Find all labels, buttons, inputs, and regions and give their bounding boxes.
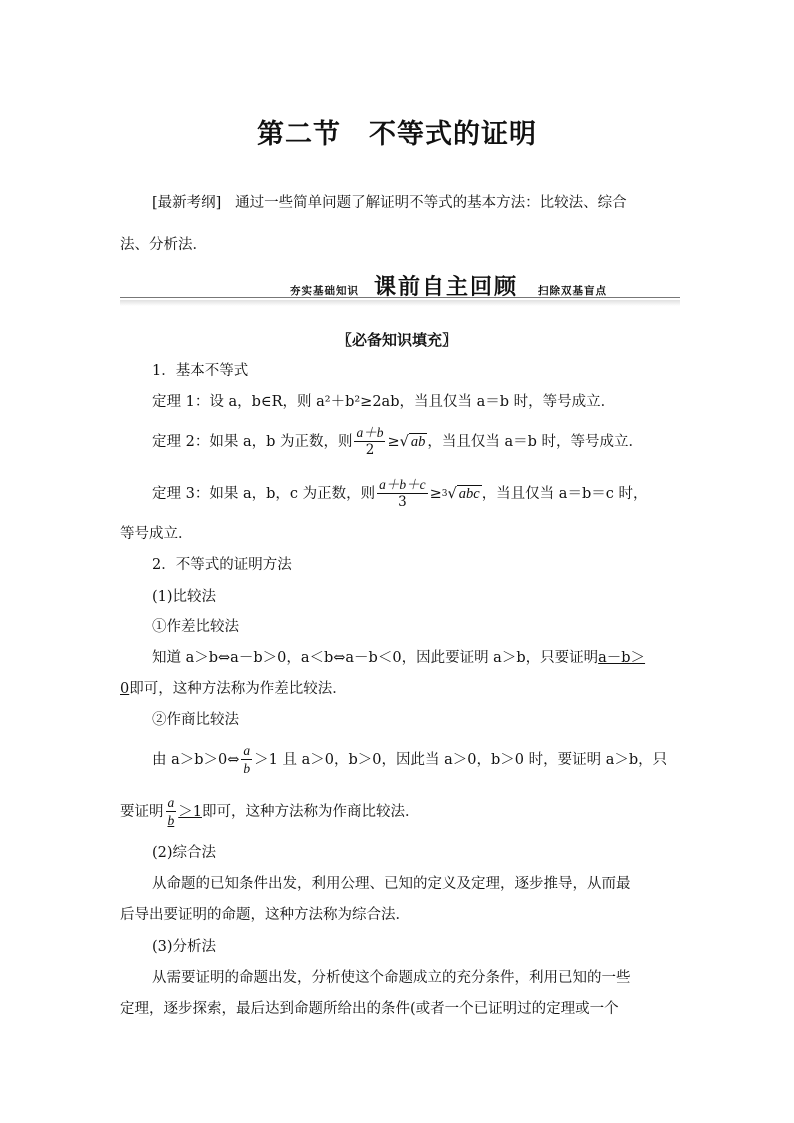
- theorem-3-cont: 等号成立．: [120, 526, 193, 542]
- difference-text-2: 即可，这种方法称为作差比较法．: [129, 681, 347, 697]
- quotient2-suffix: 即可，这种方法称为作商比较法．: [201, 803, 420, 820]
- latest-syllabus-line: [152, 193, 627, 213]
- analysis-text-1: 从需要证明的命题出发，分析使这个命题成立的充分条件，利用已知的一些: [152, 970, 631, 986]
- heading-proof-methods: 2．不等式的证明方法: [152, 557, 292, 573]
- section-box-title: [0, 329, 794, 350]
- theorem-3-fraction: [377, 476, 428, 511]
- latest-syllabus-label: [最新考纲]: [152, 195, 222, 211]
- theorem-2-fraction: [354, 424, 385, 459]
- heading-basic-inequality: 1．基本不等式: [152, 363, 249, 379]
- banner-left-text: 夯实基础知识: [290, 285, 359, 297]
- method-quotient: ②作商比较法: [152, 712, 239, 728]
- difference-text-1: 知道 a＞b⇔a－b＞0，a＜b⇔a－b＜0，因此要证明 a＞b，只要证明: [152, 650, 599, 666]
- theorem-2-suffix: ，当且仅当 a＝b 时，等号成立．: [427, 433, 644, 450]
- synthesis-text-1: 从命题的已知条件出发，利用公理、已知的定义及定理，逐步推导，从而最: [152, 876, 631, 892]
- difference-blank-2: 0: [120, 681, 130, 697]
- synthesis-text-2: 后导出要证明的命题，这种方法称为综合法．: [120, 907, 410, 923]
- theorem-2-denominator: 2: [365, 442, 375, 458]
- difference-line-1: [152, 648, 645, 668]
- quotient2-numerator: a: [167, 795, 175, 810]
- quotient-numerator: a: [243, 743, 251, 758]
- theorem-2: [152, 424, 643, 459]
- method-difference: ①作差比较法: [152, 619, 239, 635]
- quotient2-fraction: [166, 794, 177, 829]
- difference-blank-1: a－b＞: [598, 650, 646, 666]
- bracket-right-icon: 〗: [442, 331, 458, 349]
- quotient2-denominator: b: [167, 813, 175, 828]
- page-title: 第二节 不等式的证明: [257, 119, 537, 150]
- theorem-3-sqrt: abc: [458, 486, 480, 502]
- method-synthesis: (2)综合法: [152, 845, 217, 861]
- sqrt-icon: √: [447, 485, 457, 502]
- quotient-fraction: [241, 742, 252, 777]
- theorem-3: [152, 476, 647, 511]
- quotient-denominator: b: [243, 761, 251, 776]
- theorem-3-suffix: ，当且仅当 a＝b＝c 时，: [481, 485, 648, 502]
- theorem-3-geq: ≥: [429, 485, 442, 502]
- theorem-3-denominator: 3: [398, 494, 407, 510]
- banner-right-text: 扫除双基盲点: [538, 285, 607, 297]
- theorem-2-numerator: a＋b: [356, 425, 384, 440]
- quotient2-blank: ＞1: [178, 803, 202, 820]
- quotient-suffix: ＞1 且 a＞0，b＞0，因此当 a＞0，b＞0 时，要证明 a＞b，只: [254, 751, 668, 768]
- method-comparison: (1)比较法: [152, 589, 217, 605]
- theorem-2-prefix: 定理 2：如果 a，b 为正数，则: [152, 433, 353, 450]
- theorem-2-sqrt: ab: [410, 434, 426, 450]
- banner-center-text: 课前自主回顾: [374, 275, 519, 300]
- quotient-prefix: 由 a＞b＞0⇔: [152, 751, 240, 768]
- difference-line-2: [120, 679, 347, 699]
- latest-syllabus-text: 通过一些简单问题了解证明不等式的基本方法：比较法、综合: [235, 195, 627, 211]
- banner-divider: [120, 297, 680, 298]
- quotient2-prefix: 要证明: [120, 803, 164, 820]
- theorem-3-numerator: a＋b＋c: [379, 477, 426, 492]
- bracket-left-icon: 〖: [336, 331, 352, 349]
- analysis-text-2: 定理，逐步探索，最后达到命题所给出的条件(或者一个已证明过的定理或一个: [120, 1001, 619, 1017]
- theorem-3-prefix: 定理 3：如果 a，b，c 为正数，则: [152, 485, 376, 502]
- theorem-3-root-index: 3: [441, 488, 448, 499]
- method-analysis: (3)分析法: [152, 939, 217, 955]
- quotient-line-1: [152, 742, 667, 777]
- latest-syllabus-cont: 法、分析法．: [120, 237, 207, 253]
- theorem-2-geq: ≥: [387, 433, 400, 450]
- sqrt-icon: √: [399, 433, 409, 450]
- section-box-label: 必备知识填充: [351, 331, 442, 349]
- quotient-line-2: [120, 794, 419, 829]
- theorem-1: 定理 1：设 a，b∈R，则 a²＋b²≥2ab，当且仅当 a＝b 时，等号成立．: [152, 394, 616, 410]
- banner-shadow: [120, 300, 680, 306]
